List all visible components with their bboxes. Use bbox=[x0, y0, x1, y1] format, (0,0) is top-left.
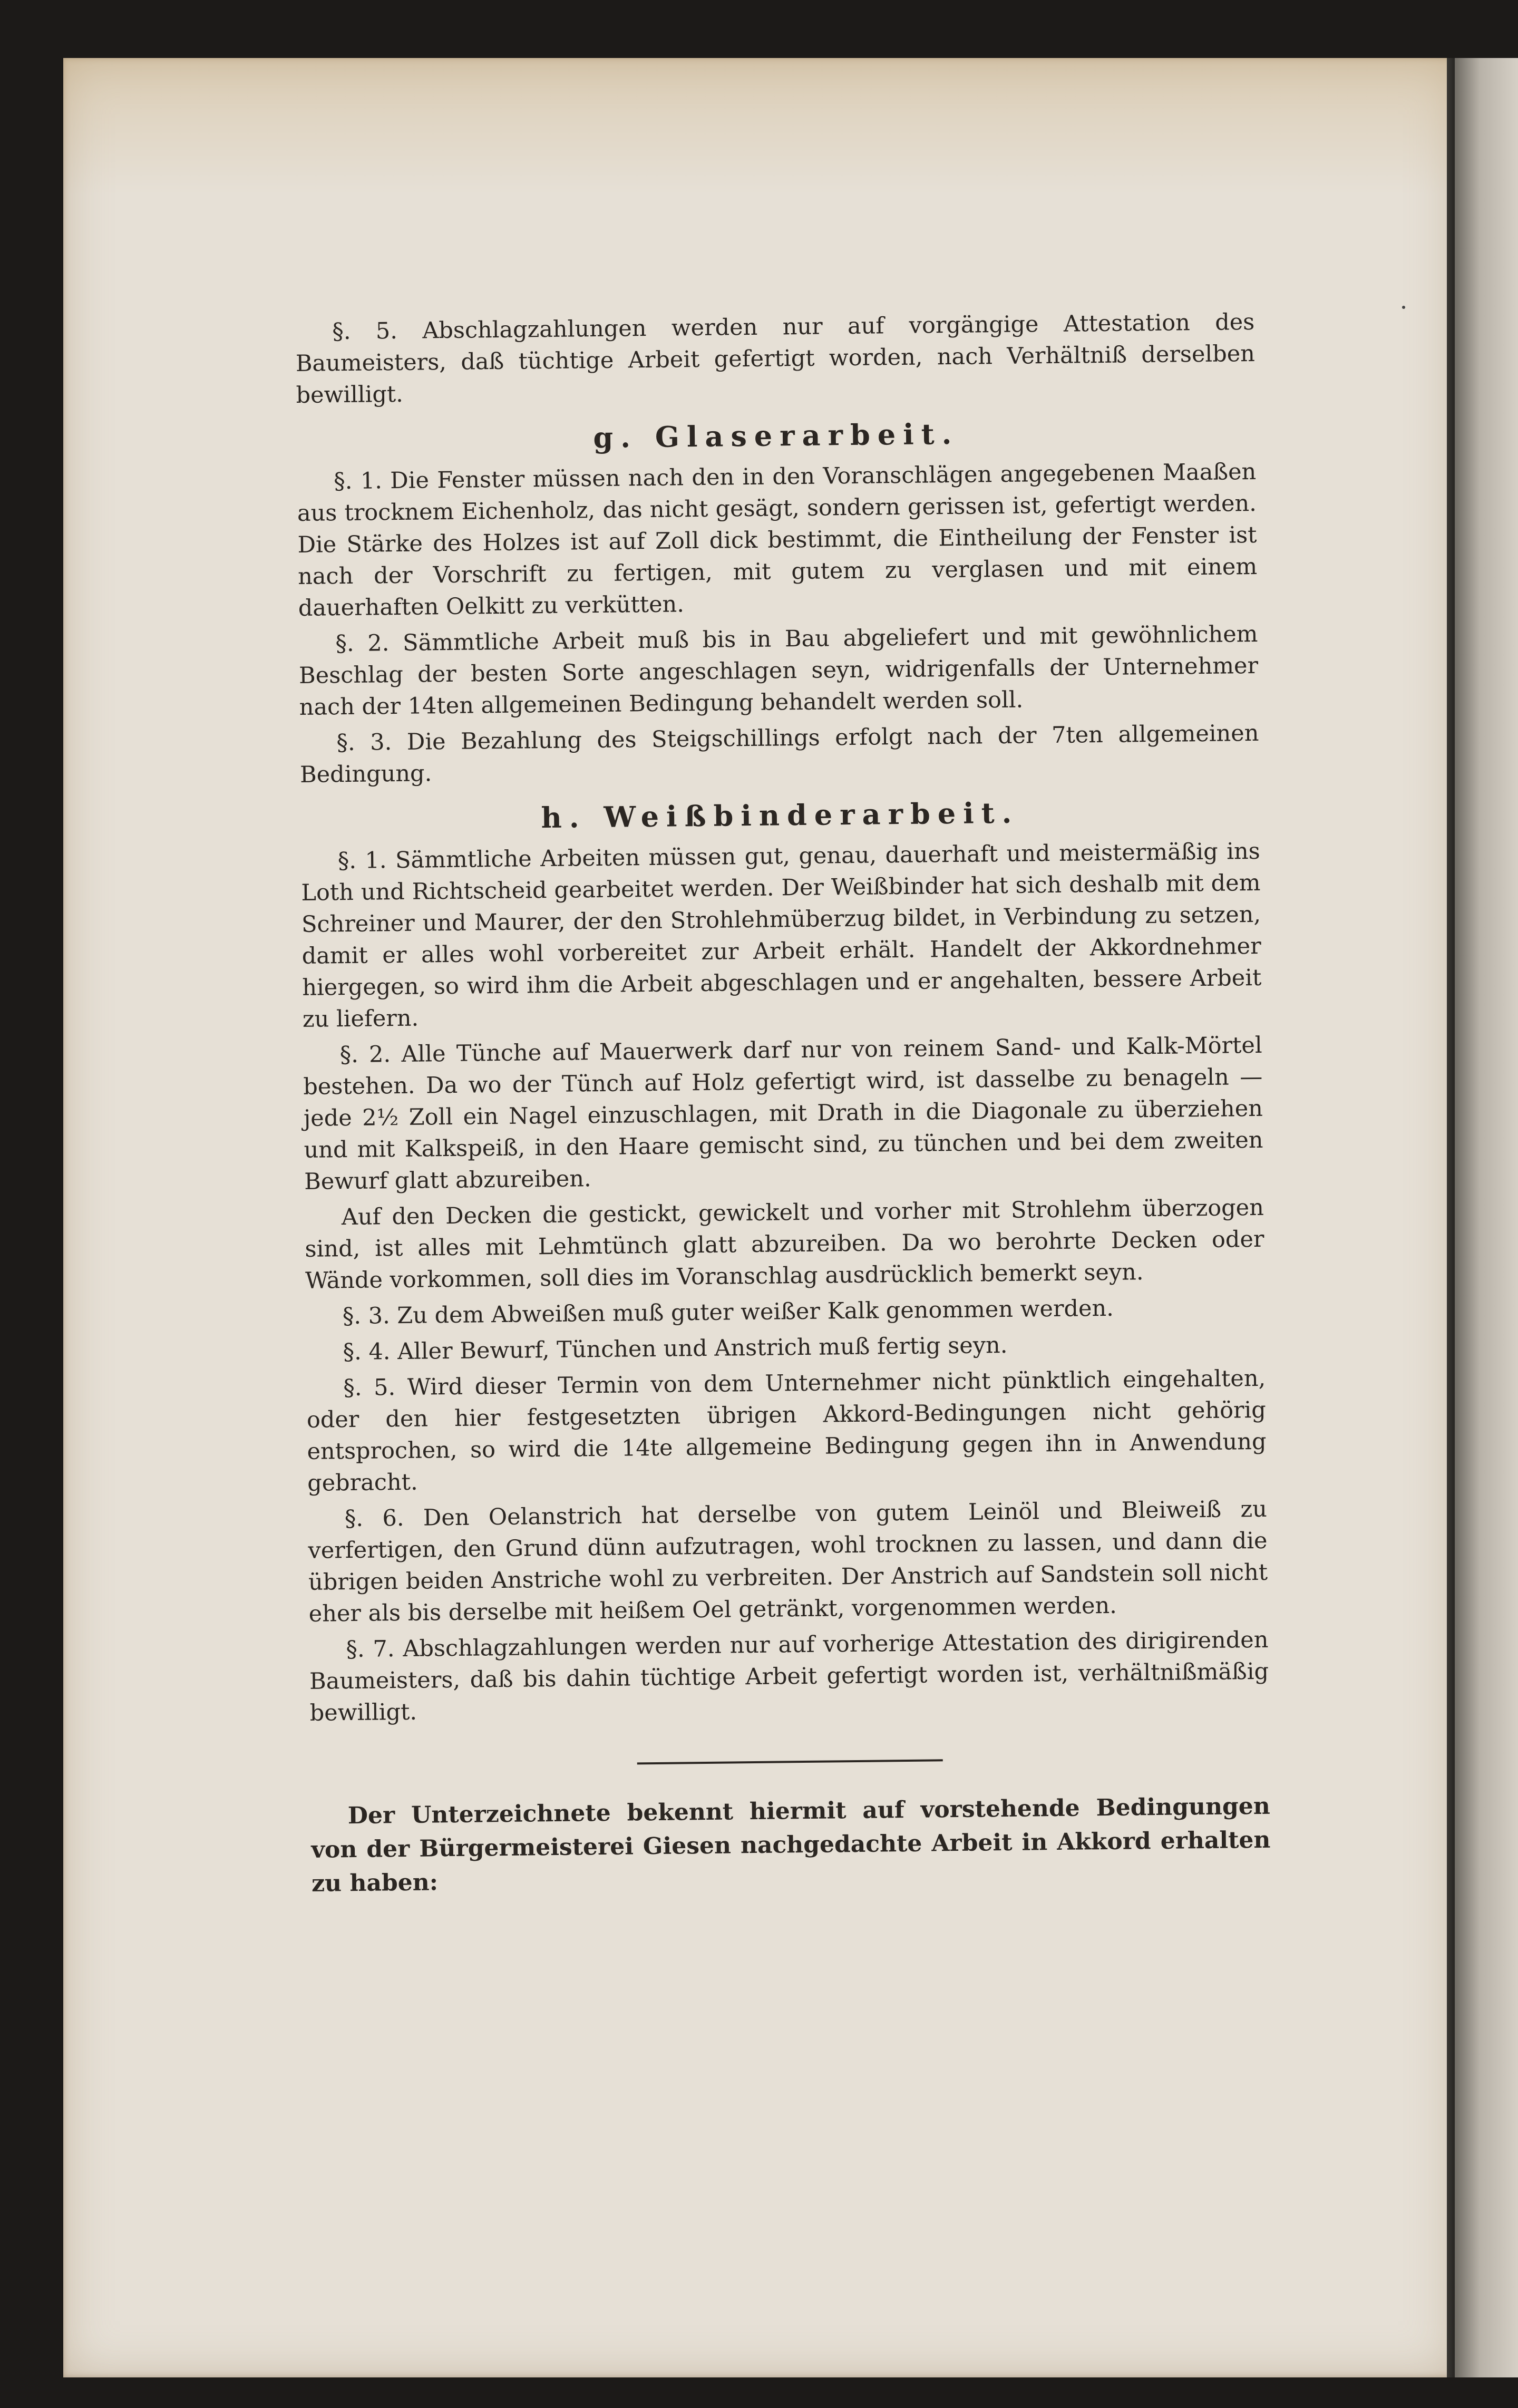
paragraph-g-2: §. 2. Sämmtliche Arbeit muß bis in Bau abgeliefert und mit gewöhnlichem Beschlag der besten Sorte angeschlagen seyn, widrigenfalls der Unternehmer nach der 14ten allgemeinen Bedingung behandelt werden soll. bbox=[298, 620, 1259, 721]
adjacent-page-edge bbox=[1455, 58, 1518, 2377]
paragraph-g-1: §. 1. Die Fenster müssen nach den in den Voranschlägen angegebenen Maaßen aus trocknem Eichenholz, das nicht gesägt, sondern gerissen ist, gefertigt werden. Die Stärke des Holzes ist auf Zoll dick bestimmt, die Eintheilung der Fenster ist nach der Vorschrift zu fertigen, mit gutem zu verglasen und mit einem dauerhaften Oelkitt zu verkütten. bbox=[297, 458, 1258, 622]
closing-statement: Der Unterzeichnete bekennt hiermit auf vorstehende Bedingungen von der Bürgermeisterei Giesen nachgedachte Arbeit in Akkord erhalten zu haben: bbox=[311, 1792, 1271, 1897]
paragraph-h-3: §. 3. Zu dem Abweißen muß guter weißer Kalk genommen werden. bbox=[342, 1295, 1114, 1330]
paragraph-h-6: §. 6. Den Oelanstrich hat derselbe von gutem Leinöl und Bleiweiß zu verfertigen, den Grund dünn aufzutragen, wohl trocknen zu lassen, und dann die übrigen beiden Anstriche wohl zu verbreiten. Der Anstrich auf Sandstein soll nicht eher als bis derselbe mit heißem Oel getränkt, vorgenommen werden. bbox=[308, 1496, 1268, 1627]
paragraph-h-1: §. 1. Sämmtliche Arbeiten müssen gut, genau, dauerhaft und meistermäßig ins Loth und Richtscheid gearbeitet werden. Der Weißbinder hat sich deshalb mit dem Schreiner und Maurer, der den Strohlehmüberzug bildet, in Verbindung zu setzen, damit er alles wohl vorbereitet zur Arbeit erhält. Handelt der Akkordnehmer hiergegen, so wird ihm die Arbeit abgeschlagen und er angehalten, bessere Arbeit zu liefern. bbox=[301, 838, 1262, 1033]
section-title-glaserarbeit: g. Glaserarbeit. bbox=[593, 416, 959, 455]
paragraph-h-2: §. 2. Alle Tünche auf Mauerwerk darf nur von reinem Sand- und Kalk-Mörtel bestehen. Da wo der Tünch auf Holz gefertigt wird, ist dasselbe zu benageln — jede 2½ Zoll ein Nagel einzuschlagen, mit Drath in die Diagonale zu überziehen und mit Kalkspeiß, in den Haare gemischt sind, zu tünchen und bei dem zweiten Bewurf glatt abzureiben. bbox=[303, 1032, 1263, 1195]
ink-speck bbox=[1402, 306, 1405, 309]
paragraph-g-3: §. 3. Die Bezahlung des Steigschillings erfolgt nach der 7ten allgemeinen Bedingung. bbox=[299, 720, 1259, 788]
paragraph-h-7: §. 7. Abschlagzahlungen werden nur auf vorherige Attestation des dirigirenden Baumeisters, daß bis dahin tüchtige Arbeit gefertigt worden ist, verhältnißmäßig bewilligt. bbox=[309, 1626, 1269, 1726]
horizontal-rule bbox=[637, 1759, 943, 1764]
paragraph-f-5: §. 5. Abschlagzahlungen werden nur auf vorgängige Attestation des Baumeisters, daß tüchtige Arbeit gefertigt worden, nach Verhältniß derselben bewilligt. bbox=[295, 308, 1256, 409]
paragraph-h-4: §. 4. Aller Bewurf, Tünchen und Anstrich muß fertig seyn. bbox=[343, 1332, 1008, 1366]
paragraph-h-5: §. 5. Wird dieser Termin von dem Unternehmer nicht pünktlich eingehalten, oder den hier festgesetzten übrigen Akkord-Bedingungen nicht gehörig entsprochen, so wird die 14te allgemeine Bedingung gegen ihn in Anwendung gebracht. bbox=[306, 1365, 1267, 1497]
paper-stain bbox=[63, 58, 1455, 195]
section-title-weissbinderarbeit: h. Weißbinderarbeit. bbox=[541, 795, 1019, 835]
document-text bbox=[295, 306, 1271, 1905]
paragraph-h-2b: Auf den Decken die gestickt, gewickelt und vorher mit Strohlehm überzogen sind, ist alles mit Lehmtünch glatt abzureiben. Da wo berohrte Decken oder Wände vorkommen, soll dies im Voranschlag ausdrücklich bemerkt seyn. bbox=[305, 1194, 1264, 1294]
